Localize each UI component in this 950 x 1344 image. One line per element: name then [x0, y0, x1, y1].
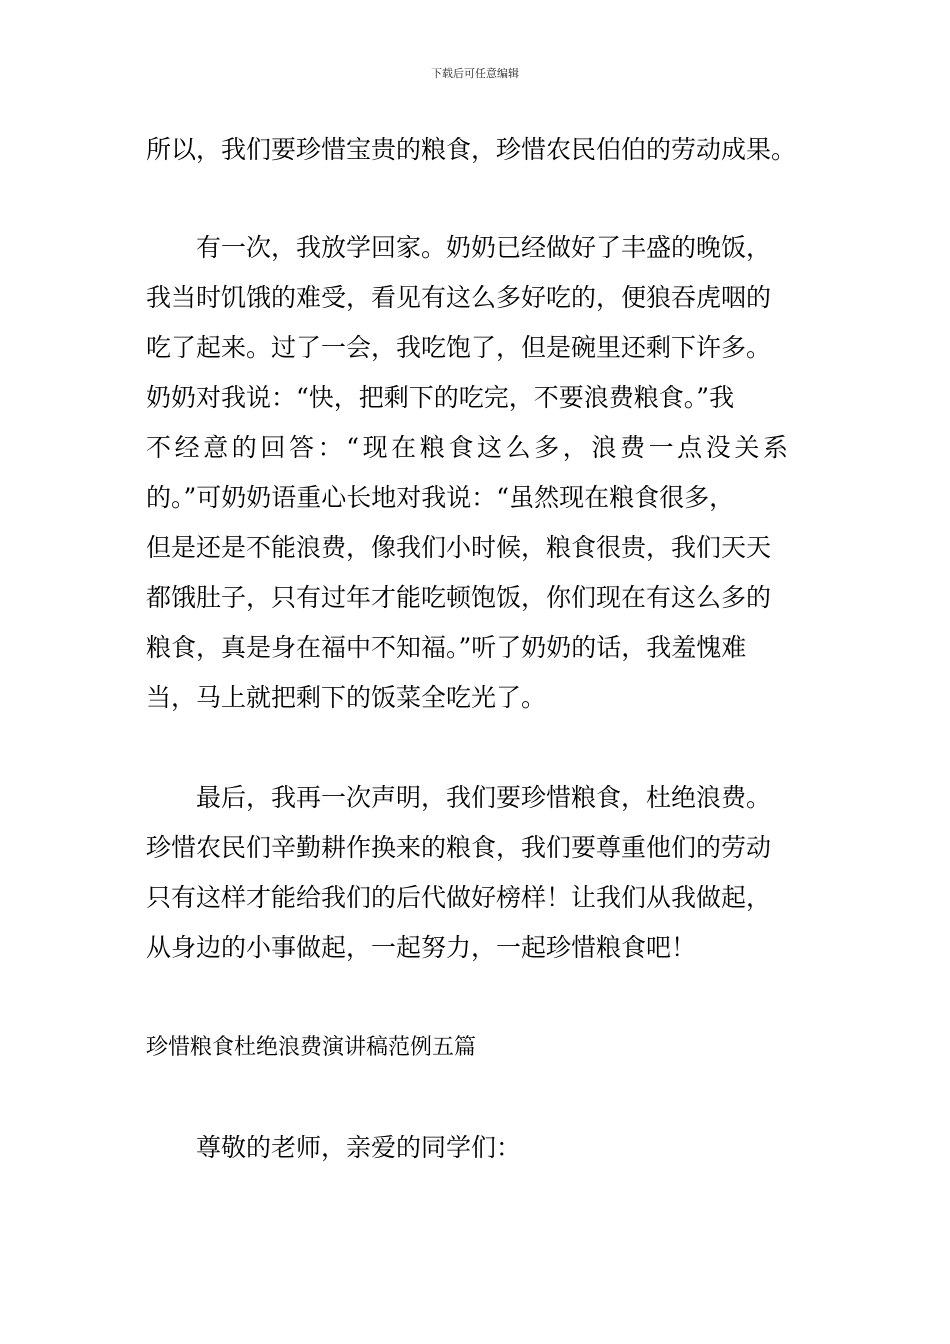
body-line-3: 我当时饥饿的难受，看见有这么多好吃的，便狼吞虎咽的 — [146, 283, 772, 312]
body-line-15: 从身边的小事做起，一起努力，一起珍惜粮食吧！ — [146, 933, 697, 962]
body-line-5: 奶奶对我说：“快，把剩下的吃完，不要浪费粮食。”我 — [146, 383, 735, 412]
body-line-11: 当，马上就把剩下的饭菜全吃光了。 — [146, 683, 547, 712]
body-line-6: 不经意的回答：“现在粮食这么多，浪费一点没关系 — [146, 433, 792, 462]
body-line-13: 珍惜农民们辛勤耕作换来的粮食，我们要尊重他们的劳动 — [146, 833, 772, 862]
body-line-12: 最后，我再一次声明，我们要珍惜粮食，杜绝浪费。 — [196, 783, 772, 812]
salutation-line: 尊敬的老师，亲爱的同学们： — [196, 1133, 522, 1162]
page-header: 下载后可任意编辑 — [431, 67, 519, 80]
body-line-1: 所以，我们要珍惜宝贵的粮食，珍惜农民伯伯的劳动成果。 — [146, 135, 797, 164]
body-line-14: 只有这样才能给我们的后代做好榜样！让我们从我做起， — [146, 883, 772, 912]
body-line-10: 粮食，真是身在福中不知福。”听了奶奶的话，我羞愧难 — [146, 633, 747, 662]
section-title: 珍惜粮食杜绝浪费演讲稿范例五篇 — [146, 1035, 477, 1060]
body-line-9: 都饿肚子，只有过年才能吃顿饱饭，你们现在有这么多的 — [146, 583, 772, 612]
body-line-7: 的。”可奶奶语重心长地对我说：“虽然现在粮食很多， — [146, 483, 735, 512]
body-line-4: 吃了起来。过了一会，我吃饱了，但是碗里还剩下许多。 — [146, 333, 772, 362]
body-line-2: 有一次，我放学回家。奶奶已经做好了丰盛的晚饭， — [196, 233, 772, 262]
body-line-8: 但是还是不能浪费，像我们小时候，粮食很贵，我们天天 — [146, 533, 772, 562]
